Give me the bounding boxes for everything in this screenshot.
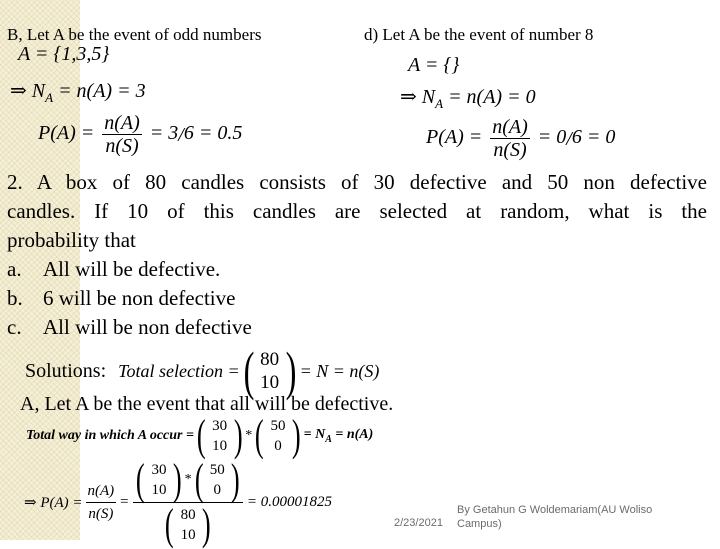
footer-author: By Getahun G Woldemariam(AU Woliso Campus) <box>457 504 653 530</box>
part-d-title: d) Let A be the event of number 8 <box>364 25 594 44</box>
part-b-frac-den: n(S) <box>105 135 139 157</box>
item-label: a. <box>7 257 22 281</box>
footer-date: 2/23/2021 <box>394 517 443 529</box>
part-b-p-left: P(A) = <box>38 122 95 145</box>
binomial-stack <box>148 460 170 500</box>
binomial-stack <box>267 416 289 456</box>
solutions-label: Solutions: <box>25 359 107 382</box>
binomial-stack <box>258 348 282 394</box>
problem-item-c <box>7 313 707 342</box>
problem-statement <box>7 168 707 342</box>
binomial-bottom: 10 <box>180 527 196 543</box>
right-paren: ) <box>285 341 296 401</box>
part-b-probability <box>38 112 242 157</box>
binomial-bottom: 10 <box>212 438 228 454</box>
final-binomial-2 <box>192 455 243 504</box>
left-paren: ( <box>136 455 146 504</box>
final-value: = 0.00001825 <box>246 494 333 510</box>
right-paren: ) <box>172 455 182 504</box>
left-paren: ( <box>194 455 204 504</box>
final-eq: = <box>119 494 130 510</box>
part-b-slash: / <box>178 124 184 147</box>
part-d-p-tail: 6 = 0 <box>571 126 616 149</box>
multiply-star: * <box>184 472 192 487</box>
total-binomial <box>240 341 300 401</box>
part-d-set: A = {} <box>408 54 460 76</box>
part-d-frac-den: n(S) <box>493 139 527 161</box>
binomial-stack <box>177 505 199 545</box>
item-label: c. <box>7 315 22 339</box>
binomial-fraction <box>133 455 243 549</box>
binomial-top: 30 <box>151 462 167 478</box>
part-b-count-sub: A <box>45 90 54 105</box>
right-paren: ) <box>291 411 301 460</box>
binomial-numerator <box>133 455 243 504</box>
part-b-frac-num: n(A) <box>104 112 140 134</box>
item-text: 6 will be non defective <box>43 286 236 310</box>
part-b-p-tail: 6 = 0.5 <box>183 122 243 145</box>
item-text: All will be non defective <box>43 315 252 339</box>
right-paren: ) <box>202 500 211 549</box>
part-d-count-rest: = n(A) = 0 <box>443 86 536 108</box>
final-arrow: ⇒ P(A) = <box>24 495 83 511</box>
part-d-count <box>400 84 536 112</box>
problem-line-1: 2. A box of 80 candles consists of 30 defective and 50 non defective <box>7 170 707 194</box>
way-binomial-1 <box>194 411 245 460</box>
binomial-top: 50 <box>270 418 286 434</box>
binomial-bottom: 0 <box>213 482 222 498</box>
way-tail-sub: A <box>325 433 332 445</box>
left-paren: ( <box>165 500 175 549</box>
part-b-title: B, Let A be the event of odd numbers <box>7 25 262 44</box>
problem-item-a <box>7 255 707 284</box>
left-paren: ( <box>196 411 206 460</box>
total-way-text: Total way in which A occur = <box>26 428 194 443</box>
part-d-probability <box>426 116 615 161</box>
final-frac-den: n(S) <box>88 506 114 522</box>
problem-line-3: probability that <box>7 228 136 252</box>
part-a-intro: A, Let A be the event that all will be defective. <box>20 393 394 415</box>
part-d-count-sub: A <box>435 96 444 111</box>
binomial-stack <box>206 460 228 500</box>
item-label: b. <box>7 286 23 310</box>
binomial-bottom: 0 <box>274 438 282 454</box>
binomial-top: 50 <box>209 462 225 478</box>
part-b-count-rest: = n(A) = 3 <box>53 80 146 102</box>
final-fraction <box>86 480 117 525</box>
total-tail: = N = n(S) <box>299 360 380 381</box>
way-tail-lead: = N <box>303 427 326 443</box>
problem-line-2: candles. If 10 of this candles are selected at random, what is the <box>7 199 707 223</box>
item-text: All will be defective. <box>43 257 221 281</box>
solutions-row <box>25 341 380 401</box>
left-paren: ( <box>255 411 265 460</box>
total-selection-text: Total selection = <box>118 360 240 381</box>
part-d-slash: / <box>566 128 572 151</box>
right-paren: ) <box>231 455 240 504</box>
right-paren: ) <box>233 411 243 460</box>
part-b-p-eq: = 3 <box>149 122 179 145</box>
final-frac-num: n(A) <box>86 480 117 503</box>
part-d-count-lead: ⇒ N <box>400 86 436 108</box>
part-b-fraction <box>102 112 142 157</box>
way-binomial-2 <box>252 411 303 460</box>
part-b-set: A = {1,3,5} <box>18 43 110 65</box>
binomial-top: 80 <box>260 349 280 370</box>
part-d-fraction <box>490 116 530 161</box>
final-binomial-1 <box>133 455 184 504</box>
part-d-frac-num: n(A) <box>492 116 528 138</box>
binomial-top: 80 <box>180 507 196 523</box>
multiply-star: * <box>245 428 253 443</box>
final-probability-row <box>24 455 333 549</box>
binomial-bottom: 10 <box>260 372 280 393</box>
way-tail <box>304 427 374 445</box>
binomial-stack <box>209 416 231 456</box>
left-paren: ( <box>243 341 255 401</box>
part-d-p-eq: = 0 <box>537 126 567 149</box>
problem-item-b <box>7 284 707 313</box>
part-d-p-left: P(A) = <box>426 126 483 149</box>
part-b-count <box>10 78 146 106</box>
binomial-top: 30 <box>212 418 228 434</box>
binomial-bottom: 10 <box>151 482 167 498</box>
part-b-count-lead: ⇒ N <box>10 80 46 102</box>
way-tail-rest: = n(A) <box>331 427 374 443</box>
final-binomial-3 <box>162 500 213 549</box>
total-way-row <box>26 411 374 460</box>
